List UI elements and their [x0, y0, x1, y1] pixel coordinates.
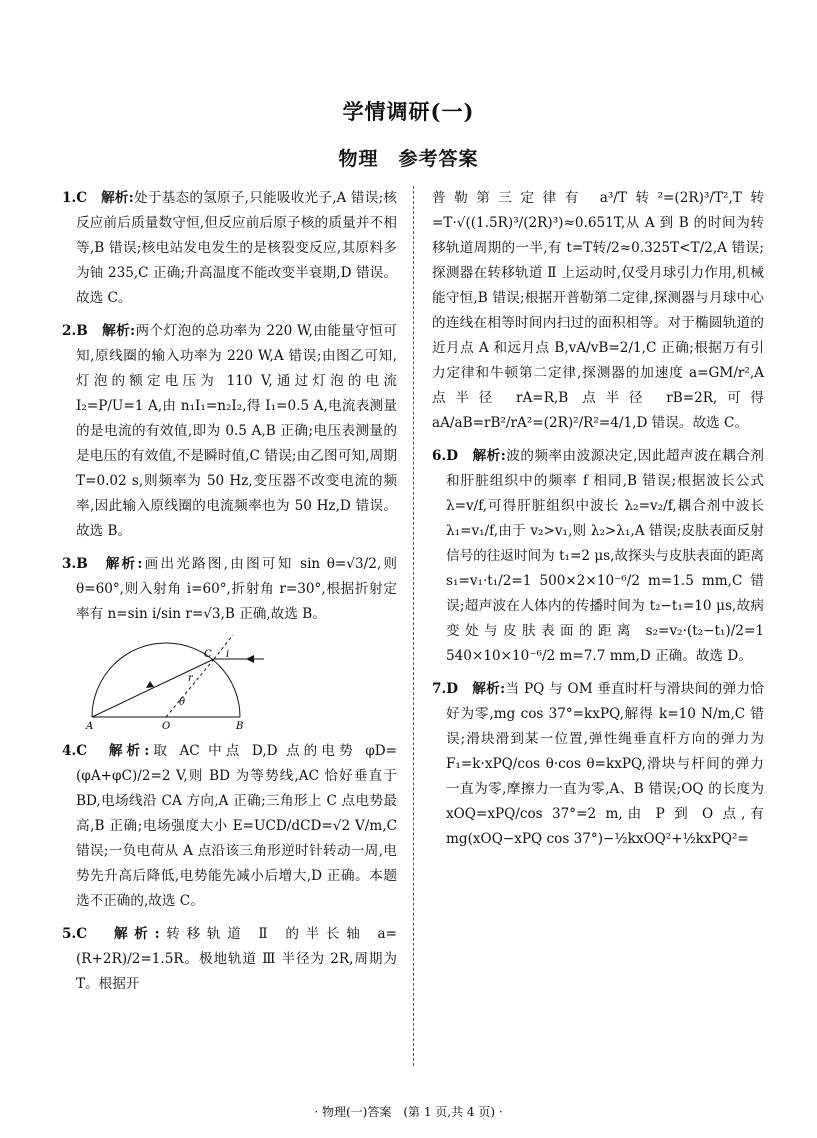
- answer-item: [62, 319, 397, 544]
- left-column: [62, 186, 397, 1005]
- answer-item: [62, 922, 397, 997]
- answer-tag: 解析:: [101, 190, 134, 206]
- label-r: r: [188, 673, 193, 684]
- answer-item: [62, 186, 397, 311]
- label-i: i: [226, 649, 230, 660]
- answer-text: 处于基态的氢原子,只能吸收光子,A 错误;核反应前后质量数守恒,但反应前后原子核的质量并不相等,B 错误;核电站发电发生的是核裂变反应,其原料多为铀 235,C 正确;升高温度不能改变半衰期,D 错误。故选 C。: [76, 190, 397, 306]
- answer-tag: 解析:: [108, 743, 150, 759]
- answer-tag: 解析:: [102, 323, 136, 339]
- answer-item: [432, 444, 764, 669]
- answer-text: 普勒第三定律有 a³/T转²=(2R)³/T²,T转=T·√((1.5R)³/(2R)³)≈0.651T,从 A 到 B 的时间为转移轨道周期的一半,有 t=T转/2≈0.325T<T/2,A 错误;探测器在转移轨道 Ⅱ 上运动时,仅受月球引力作用,机械能守恒,B 错误;根据开普勒第二定律,探测器与月球中心的连线在相等时间内扫过的面积相等。对于椭圆轨道的近月点 A 和远月点 B,vA/vB=2/1,C 正确;根据万有引力定律和牛顿第二定律,探测器的加速度 a=GM/r²,A 点半径 rA=R,B 点半径 rB=2R,可得 aA/aB=rB²/rA²=(2R)²/R²=4/1,D 错误。故选 C。: [432, 190, 764, 431]
- label-O: O: [162, 721, 171, 731]
- answer-number: 5.C: [62, 926, 88, 942]
- label-C: C: [204, 649, 212, 660]
- answer-tag: 解析:: [472, 681, 506, 697]
- answer-text: 两个灯泡的总功率为 220 W,由能量守恒可知,原线圈的输入功率为 220 W,A 错误;由图乙可知,灯泡的额定电压为 110 V,通过灯泡的电流 I₂=P/U=1 A,由 n₁I₁=n₂I₂,得 I₁=0.5 A,电流表测量的是电流的有效值,即为 0.5 A,B 正确;电压表测量的是电压的有效值,不是瞬时值,C 错误;由乙图可知,周期 T=0.02 s,则频率为 50 Hz,变压器不改变电流的频率,因此输入原线圈的电流频率也为 50 Hz,D 错误。故选 B。: [76, 323, 397, 539]
- page-title: 学情调研(一): [342, 99, 475, 124]
- answer-number: 1.C: [62, 190, 88, 206]
- incident-arrow: [246, 655, 254, 663]
- answer-text: 转移轨道 Ⅱ 的半长轴 a=(R+2R)/2=1.5R。极地轨道 Ⅲ 半径为 2R,周期为 T。根据开: [76, 926, 398, 992]
- label-B: B: [236, 721, 244, 731]
- label-A: A: [86, 721, 94, 731]
- label-theta: θ: [179, 697, 186, 708]
- answer-item: [432, 677, 764, 852]
- answer-item: [62, 552, 397, 627]
- normal-line-inner: [166, 659, 214, 717]
- answer-text: 当 PQ 与 OM 垂直时杆与滑块间的弹力恰好为零,mg cos 37°=kxPQ,解得 k=10 N/m,C 错误;滑块滑到某一位置,弹性绳垂直杆方向的弹力为 F₁=k·xPQ/cos θ·cos θ=kxPQ,滑块与杆间的弹力一直为零,摩擦力一直为零,A、B 错误;OQ 的长度为 xOQ=xPQ/cos 37°=2 m,由 P 到 O 点,有 mg(xOQ−xPQ cos 37°)−½kxOQ²+½kxPQ²=: [446, 681, 765, 847]
- page-footer: · 物理(一)答案 (第 1 页,共 4 页) ·: [314, 1105, 503, 1119]
- answer-number: 6.D: [432, 448, 458, 464]
- column-divider: [413, 186, 414, 1066]
- optics-diagram: [84, 635, 304, 731]
- answer-number: 3.B: [62, 556, 88, 572]
- normal-line-outer: [214, 635, 236, 659]
- answer-number: 4.C: [62, 743, 88, 759]
- answer-text: 波的频率由波源决定,因此超声波在耦合剂和肝脏组织中的频率 f 相同,B 错误;根据波长公式 λ=v/f,可得肝脏组织中波长 λ₂=v₂/f,耦合剂中波长 λ₁=v₁/f,由于 v₂>v₁,则 λ₂>λ₁,A 错误;皮肤表面反射信号的往返时间为 t₁=2 μs,故探头与皮肤表面的距离 s₁=v₁·t₁/2=1 500×2×10⁻⁶/2 m=1.5 mm,C 错误;超声波在人体内的传播时间为 t₂−t₁=10 μs,故病变处与皮肤表面的距离 s₂=v₂·(t₂−t₁)/2=1 540×10×10⁻⁶/2 m=7.7 mm,D 正确。故选 D。: [446, 448, 765, 664]
- right-column: [432, 186, 764, 860]
- answer-tag: 解析:: [114, 926, 160, 942]
- answer-tag: 解析:: [105, 556, 143, 572]
- answer-text: 画出光路图,由图可知 sin θ=√3/2,则 θ=60°,则入射角 i=60°,折射角 r=30°,根据折射定率有 n=sin i/sin r=√3,B 正确,故选 B。: [76, 556, 397, 622]
- answer-number: 7.D: [432, 681, 458, 697]
- answer-continuation: [432, 186, 764, 436]
- answer-item: [62, 739, 397, 914]
- ray-arrow: [146, 681, 154, 688]
- answer-number: 2.B: [62, 323, 88, 339]
- page-subtitle: 物理 参考答案: [338, 148, 479, 170]
- answer-text: 取 AC 中点 D,D 点的电势 φD=(φA+φC)/2=2 V,则 BD 为等势线,AC 恰好垂直于 BD,电场线沿 CA 方向,A 正确;三角形上 C 点电势最高,B 正确;电场强度大小 E=UCD/dCD=√2 V/m,C 错误;一负电荷从 A 点沿该三角形逆时针转动一周,电势先升高后降低,电势能先减小后增大,D 正确。本题选不正确的,故选 C。: [76, 743, 398, 909]
- answer-tag: 解析:: [472, 448, 506, 464]
